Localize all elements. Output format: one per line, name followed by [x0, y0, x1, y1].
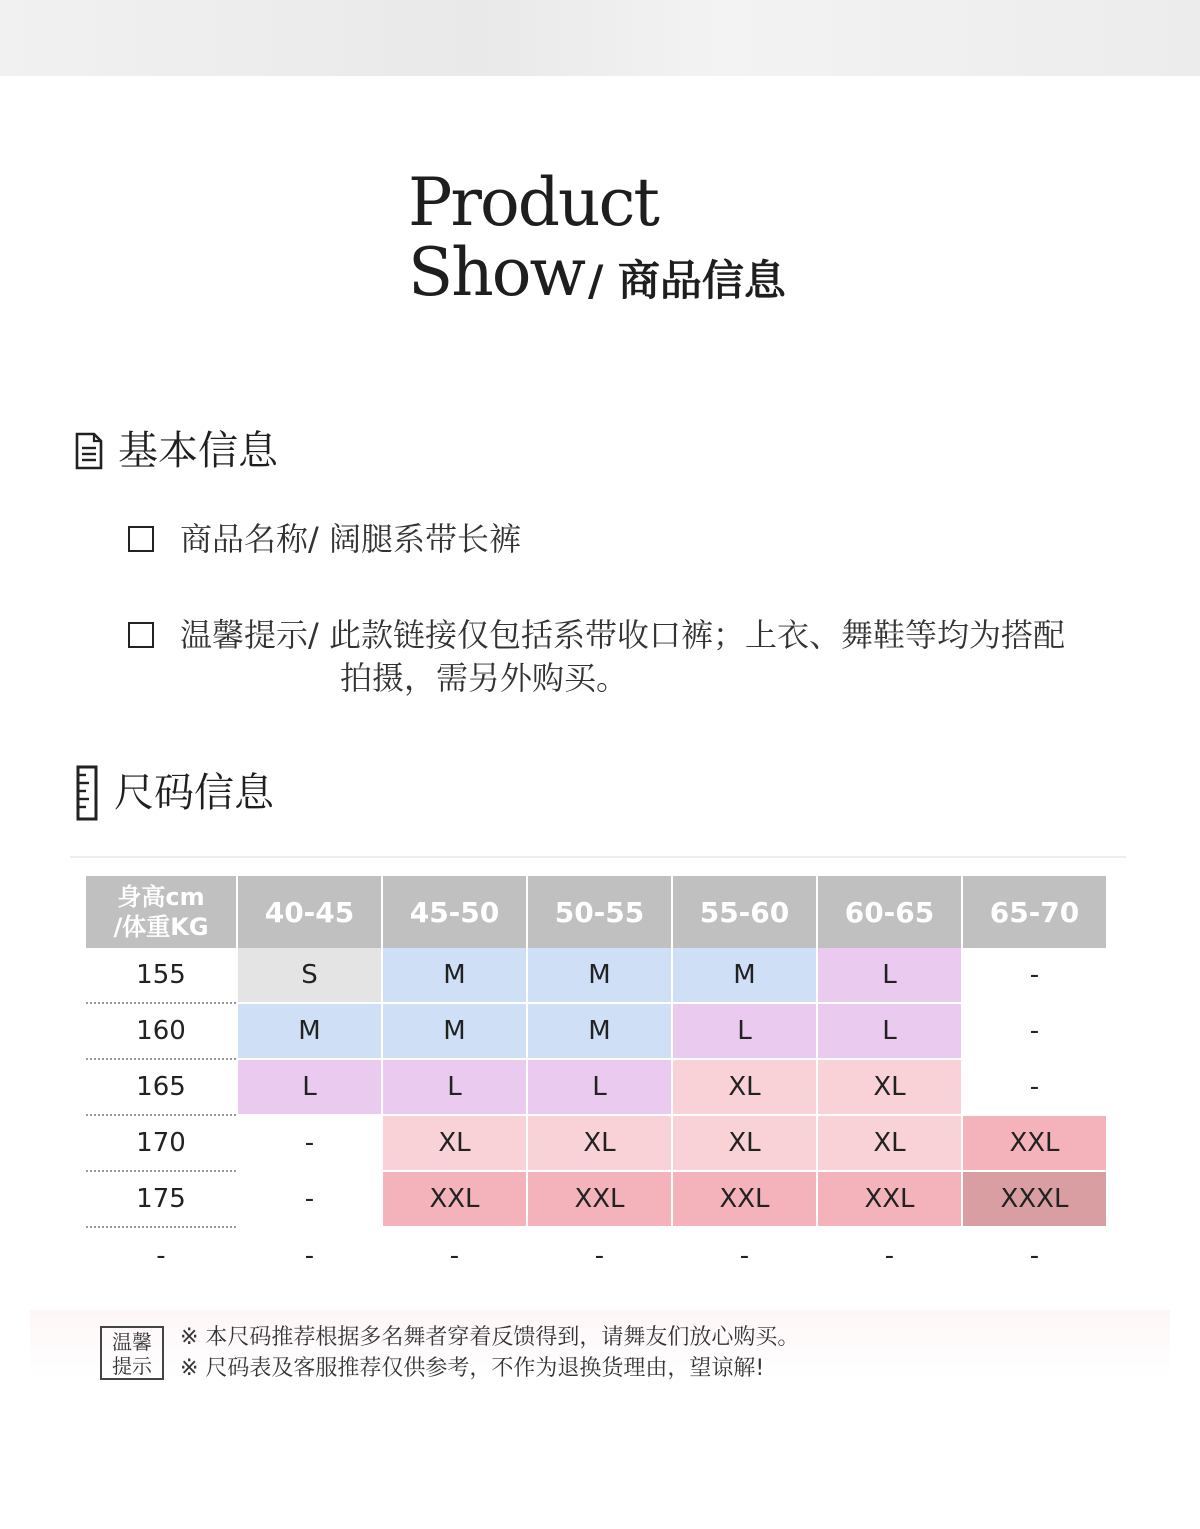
size-cell: XL [383, 1116, 526, 1172]
size-table-row [86, 1228, 1106, 1284]
hero-title-line1: Product [408, 164, 658, 241]
height-cell: 160 [86, 1004, 236, 1060]
note-line-1: ※ 本尺码推荐根据多名舞者穿着反馈得到，请舞友们放心购买。 [180, 1325, 800, 1350]
size-info-header [74, 768, 274, 818]
note-lines [180, 1322, 799, 1384]
size-cell: - [884, 1241, 895, 1271]
size-cell: L [673, 1004, 816, 1060]
size-cell: - [238, 1172, 381, 1228]
size-cell: XXL [673, 1172, 816, 1228]
size-cell: - [739, 1241, 750, 1271]
size-cell: - [963, 948, 1106, 1004]
height-cell: 175 [86, 1172, 236, 1228]
size-table-row [86, 1004, 1106, 1060]
size-table-row [86, 1172, 1106, 1228]
tip-text: 温馨提示/ 此款链接仅包括系带收口裤；上衣、舞鞋等均为搭配 [180, 616, 1065, 654]
size-cell: S [238, 948, 381, 1004]
ruler-icon [74, 765, 100, 821]
size-cell: - [449, 1241, 460, 1271]
size-cell: XXL [528, 1172, 671, 1228]
size-table-row [86, 948, 1106, 1004]
corner-header-line1: 身高cm [117, 883, 205, 911]
weight-column-header: 60-65 [818, 876, 961, 948]
weight-column-header: 40-45 [238, 876, 381, 948]
size-cell: M [528, 948, 671, 1004]
basic-info-header [74, 426, 278, 476]
size-note-panel [30, 1310, 1170, 1422]
size-cell: XXL [818, 1172, 961, 1228]
size-cell: M [383, 948, 526, 1004]
size-cell: XXXL [963, 1172, 1106, 1228]
size-table [84, 876, 1108, 1284]
weight-column-header: 65-70 [963, 876, 1106, 948]
size-chart [70, 856, 1126, 1271]
document-icon [74, 432, 104, 470]
size-cell: XXL [383, 1172, 526, 1228]
size-cell: XL [673, 1060, 816, 1116]
product-name-text: 商品名称/ 阔腿系带长裤 [180, 520, 521, 558]
size-cell: - [963, 1060, 1106, 1116]
height-cell: 155 [86, 948, 236, 1004]
height-cell: 170 [86, 1116, 236, 1172]
hero-subtitle: / 商品信息 [587, 256, 786, 305]
size-table-row [86, 1060, 1106, 1116]
checkbox-square-icon [128, 526, 154, 552]
size-cell: L [528, 1060, 671, 1116]
size-cell: XL [818, 1060, 961, 1116]
size-cell: L [818, 1004, 961, 1060]
top-banner-strip [0, 0, 1200, 76]
weight-column-header: 50-55 [528, 876, 671, 948]
weight-column-header: 55-60 [673, 876, 816, 948]
size-cell: - [963, 1004, 1106, 1060]
size-cell: M [528, 1004, 671, 1060]
hero-title-line2: Show [408, 234, 584, 311]
size-cell: XL [528, 1116, 671, 1172]
checkbox-square-icon [128, 622, 154, 648]
size-cell: M [238, 1004, 381, 1060]
size-cell: XL [818, 1116, 961, 1172]
size-cell: M [673, 948, 816, 1004]
info-item-tip [128, 614, 1065, 656]
size-cell: M [383, 1004, 526, 1060]
size-cell: L [818, 948, 961, 1004]
size-info-title: 尺码信息 [114, 770, 274, 816]
size-table-row [86, 1116, 1106, 1172]
product-show-heading [408, 164, 828, 318]
size-cell: - [1029, 1241, 1040, 1271]
size-table-body [86, 948, 1106, 1284]
size-cell: L [238, 1060, 381, 1116]
weight-column-header: 45-50 [383, 876, 526, 948]
size-cell: - [238, 1116, 381, 1172]
corner-header-line2: /体重KG [113, 913, 209, 941]
size-cell: L [383, 1060, 526, 1116]
hero-title-line2-wrap [408, 234, 786, 311]
size-cell: XL [673, 1116, 816, 1172]
basic-info-title: 基本信息 [118, 428, 278, 474]
size-cell: - [304, 1241, 315, 1271]
corner-header [86, 876, 236, 948]
size-cell: - [594, 1241, 605, 1271]
info-item-product-name [128, 518, 521, 560]
size-table-header-row [86, 876, 1106, 948]
size-cell: XXL [963, 1116, 1106, 1172]
height-cell: 165 [86, 1060, 236, 1116]
note-tag: 温馨 提示 [100, 1326, 164, 1380]
height-cell: - [156, 1241, 166, 1271]
note-line-2: ※ 尺码表及客服推荐仅供参考，不作为退换货理由，望谅解! [180, 1356, 765, 1381]
tip-text-continuation: 拍摄，需另外购买。 [340, 659, 629, 697]
